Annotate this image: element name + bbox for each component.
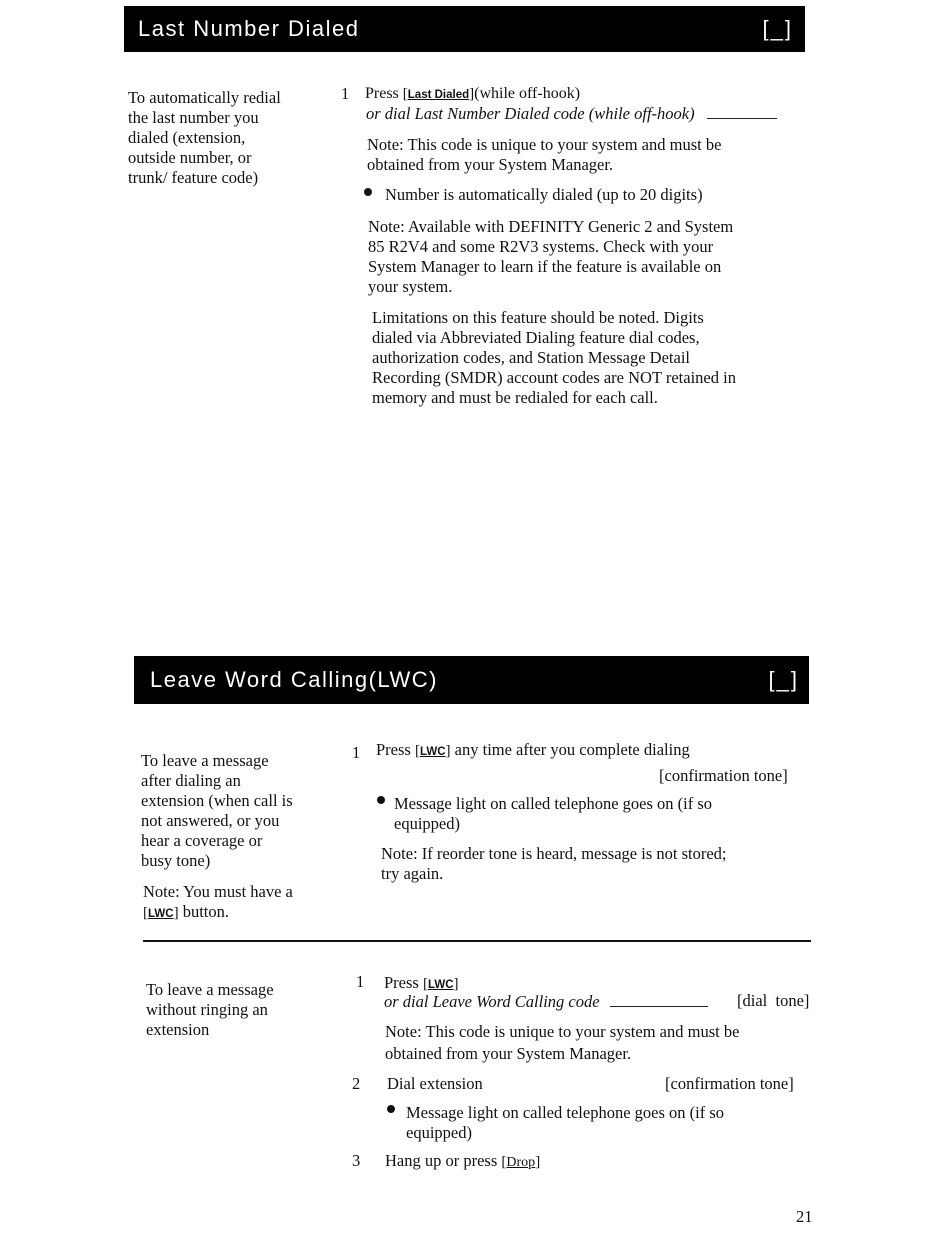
code-blank bbox=[707, 104, 777, 119]
text-line: Note: Available with DEFINITY Generic 2 and System bbox=[368, 217, 734, 236]
bullet-icon bbox=[387, 1105, 395, 1113]
step-instruction: Hang up or press [Drop] bbox=[385, 1151, 541, 1170]
text-line: extension (when call is bbox=[141, 791, 293, 810]
text-line: hear a coverage or bbox=[141, 831, 263, 850]
divider bbox=[143, 940, 811, 942]
bullet-text: Number is automatically dialed (up to 20 digits) bbox=[385, 185, 703, 204]
lwc-button[interactable]: LWC bbox=[427, 979, 454, 991]
text-line: Message light on called telephone goes on (if so bbox=[406, 1103, 725, 1122]
limitations-note bbox=[372, 308, 736, 408]
section-mark: [_] bbox=[768, 667, 799, 692]
note bbox=[385, 1022, 739, 1064]
step-text: any time after you complete dialing bbox=[454, 740, 690, 759]
drop-button[interactable]: Drop bbox=[506, 1155, 536, 1170]
step-text: Press bbox=[384, 973, 419, 992]
bullet-icon bbox=[377, 796, 385, 804]
step-text: Hang up or press bbox=[385, 1151, 498, 1170]
alt-instruction bbox=[366, 104, 777, 124]
step-instruction: Press [LWC] any time after you complete dialing bbox=[376, 740, 690, 759]
text-line: authorization codes, and Station Message Detail bbox=[372, 348, 690, 367]
text-line: Note: This code is unique to your system and must be bbox=[367, 135, 722, 154]
text-line: dialed via Abbreviated Dialing feature dial codes, bbox=[372, 328, 700, 347]
text-line: Note: You must have a bbox=[143, 882, 293, 901]
step-number: 1 bbox=[352, 743, 361, 762]
text-line: To leave a message bbox=[141, 751, 269, 770]
text-line: Limitations on this feature should be noted. Digits bbox=[372, 308, 704, 327]
step-instruction: Press [LWC] bbox=[384, 973, 459, 992]
text-line: without ringing an bbox=[146, 1000, 268, 1019]
tone-indicator: [dial tone] bbox=[737, 991, 810, 1010]
text-line: obtained from your System Manager. bbox=[385, 1044, 632, 1063]
alt-text: or dial Last Number Dialed code (while off-hook) bbox=[366, 104, 695, 123]
text-line: dialed (extension, bbox=[128, 128, 246, 147]
text-line: Message light on called telephone goes on (if so bbox=[394, 794, 713, 813]
bullet-text bbox=[406, 1103, 724, 1143]
tone-indicator: [confirmation tone] bbox=[665, 1074, 794, 1093]
text-line: To leave a message bbox=[146, 980, 274, 999]
text-line: extension bbox=[146, 1020, 210, 1039]
text-line: after dialing an bbox=[141, 771, 241, 790]
step-number: 1 bbox=[341, 84, 350, 103]
text-line: equipped) bbox=[406, 1123, 472, 1142]
step-instruction: Press [Last Dialed](while off-hook) bbox=[365, 85, 581, 102]
text-line: To automatically redial bbox=[128, 88, 281, 107]
section-title: Leave Word Calling(LWC) bbox=[150, 667, 438, 692]
text-line: not answered, or you bbox=[141, 811, 280, 830]
section-title: Last Number Dialed bbox=[138, 16, 360, 41]
text-line: obtained from your System Manager. bbox=[367, 155, 614, 174]
step-text: Press bbox=[365, 85, 399, 102]
step-text: (while off-hook) bbox=[474, 85, 581, 102]
requirement-note bbox=[143, 882, 343, 924]
step-number: 2 bbox=[352, 1074, 361, 1093]
text-line: System Manager to learn if the feature is available on bbox=[368, 257, 722, 276]
step-text: Press bbox=[376, 740, 411, 759]
lwc-button[interactable]: LWC bbox=[419, 746, 446, 758]
lwc-button[interactable]: LWC bbox=[148, 908, 174, 920]
step-number: 3 bbox=[352, 1151, 361, 1170]
bullet-text bbox=[394, 794, 712, 834]
feature-description bbox=[146, 980, 346, 1040]
alt-text: or dial Leave Word Calling code bbox=[384, 992, 600, 1011]
text-line: try again. bbox=[381, 864, 444, 883]
text-line: equipped) bbox=[394, 814, 460, 833]
page-number: 21 bbox=[796, 1207, 813, 1226]
note bbox=[367, 135, 721, 175]
step-number: 1 bbox=[356, 972, 365, 991]
text-line: the last number you bbox=[128, 108, 259, 127]
text-line: Recording (SMDR) account codes are NOT retained in bbox=[372, 368, 736, 387]
code-blank bbox=[610, 992, 708, 1007]
step-instruction: Dial extension bbox=[387, 1074, 483, 1093]
text-line: memory and must be redialed for each call. bbox=[372, 388, 658, 407]
feature-description bbox=[128, 88, 328, 188]
feature-description bbox=[141, 751, 341, 871]
text-line: your system. bbox=[368, 277, 453, 296]
alt-instruction bbox=[384, 992, 708, 1012]
note bbox=[381, 844, 726, 884]
bullet-icon bbox=[364, 188, 372, 196]
tone-indicator: [confirmation tone] bbox=[659, 766, 788, 785]
text-line: busy tone) bbox=[141, 851, 211, 870]
text-line: Note: This code is unique to your system and must be bbox=[385, 1022, 740, 1041]
text-line: outside number, or bbox=[128, 148, 252, 167]
text-line: trunk/ feature code) bbox=[128, 168, 259, 187]
section-mark: [_] bbox=[762, 16, 793, 41]
section-header-leave-word-calling bbox=[134, 656, 809, 704]
section-header-last-number-dialed bbox=[124, 6, 805, 52]
text-fragment: button. bbox=[182, 902, 229, 921]
note bbox=[368, 217, 733, 297]
text-line: 85 R2V4 and some R2V3 systems. Check with your bbox=[368, 237, 714, 256]
text-line: Note: If reorder tone is heard, message is not stored; bbox=[381, 844, 727, 863]
last-dialed-button[interactable]: Last Dialed bbox=[407, 89, 470, 101]
text-line: [LWC] button. bbox=[143, 902, 229, 921]
